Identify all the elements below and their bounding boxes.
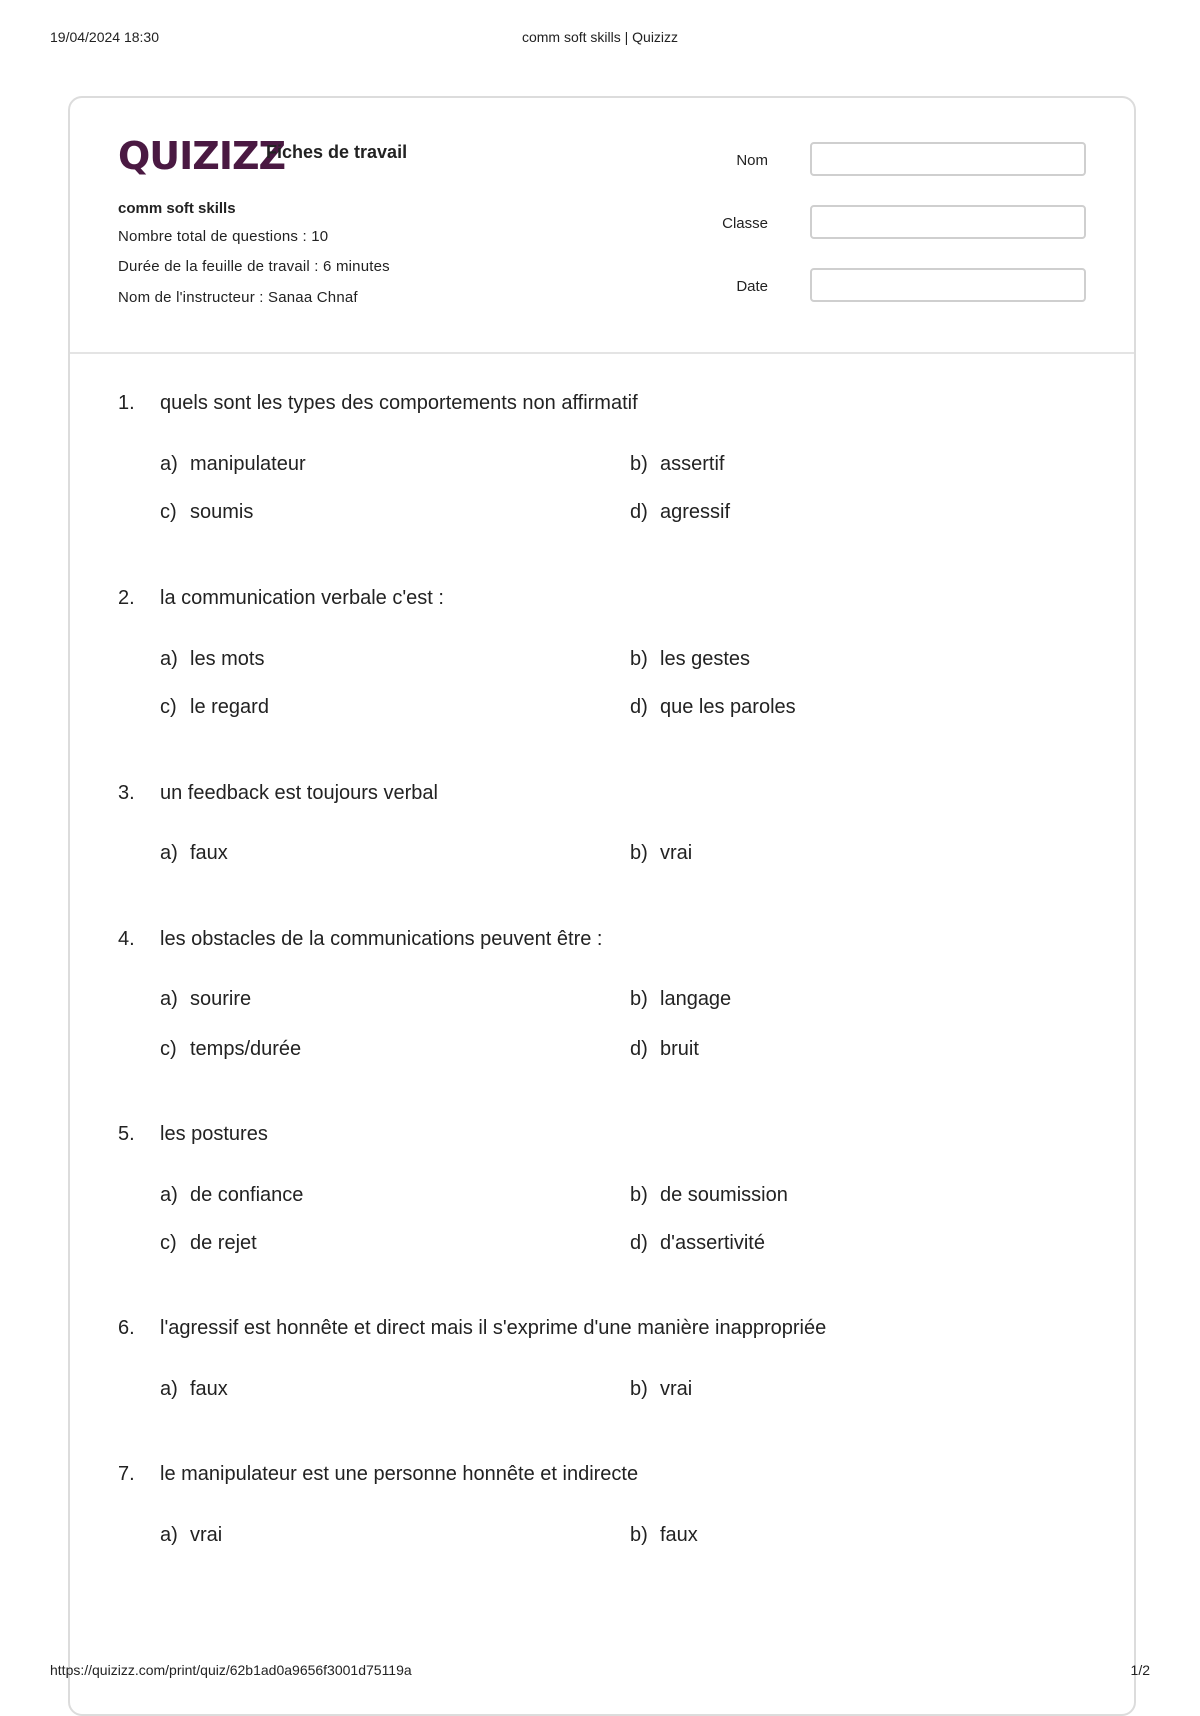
option-letter: c) — [160, 696, 177, 718]
question-text: un feedback est toujours verbal — [160, 782, 438, 804]
option-b — [630, 1378, 692, 1401]
name-input[interactable] — [810, 142, 1086, 176]
print-datetime: 19/04/2024 18:30 — [50, 29, 159, 45]
option-letter: c) — [160, 1038, 177, 1060]
option-letter: a) — [160, 1524, 178, 1546]
option-letter: a) — [160, 1378, 178, 1400]
option-letter: d) — [630, 1038, 648, 1060]
option-text: les mots — [190, 648, 265, 670]
date-label: Date — [736, 278, 768, 295]
option-text: vrai — [660, 842, 693, 864]
option-text: de confiance — [190, 1184, 304, 1206]
option-text: les gestes — [660, 648, 751, 670]
question-text: les postures — [160, 1123, 268, 1145]
option-a — [160, 1524, 222, 1547]
option-a — [160, 453, 306, 476]
question-number: 1. — [118, 392, 135, 414]
worksheet-subtitle: Fiches de travail — [266, 142, 408, 162]
option-text: agressif — [660, 501, 731, 523]
question-text: les obstacles de la communications peuvent être : — [160, 928, 603, 950]
option-text: soumis — [190, 501, 254, 523]
instructor-name: Nom de l'instructeur : Sanaa Chnaf — [118, 289, 358, 306]
option-letter: b) — [630, 1184, 648, 1206]
option-text: le regard — [190, 696, 269, 718]
option-c — [160, 696, 269, 719]
question-text: l'agressif est honnête et direct mais il s'exprime d'une manière inappropriée — [160, 1317, 827, 1339]
option-b — [630, 1184, 788, 1207]
quiz-title: comm soft skills — [118, 200, 236, 217]
option-text: vrai — [190, 1524, 223, 1546]
option-d — [630, 1038, 699, 1061]
option-letter: a) — [160, 842, 178, 864]
option-text: sourire — [190, 988, 252, 1010]
option-d — [630, 696, 796, 719]
question-number: 4. — [118, 928, 135, 950]
option-letter: a) — [160, 1184, 178, 1206]
option-text: de soumission — [660, 1184, 788, 1206]
question-text: quels sont les types des comportements non affirmatif — [160, 392, 638, 414]
option-b — [630, 648, 750, 671]
question-text: le manipulateur est une personne honnête et indirecte — [160, 1463, 639, 1485]
option-letter: a) — [160, 648, 178, 670]
class-label: Classe — [722, 215, 768, 232]
name-field-row — [726, 142, 1086, 178]
worksheet-card — [68, 96, 1136, 1716]
option-letter: b) — [630, 1378, 648, 1400]
print-url: https://quizizz.com/print/quiz/62b1ad0a9656f3001d75119a — [50, 1662, 412, 1678]
option-text: faux — [190, 1378, 228, 1400]
question-number: 3. — [118, 782, 135, 804]
option-letter: b) — [630, 988, 648, 1010]
option-letter: a) — [160, 453, 178, 475]
option-text: vrai — [660, 1378, 693, 1400]
option-text: d'assertivité — [660, 1232, 765, 1254]
option-text: que les paroles — [660, 696, 796, 718]
option-letter: d) — [630, 501, 648, 523]
option-text: faux — [660, 1524, 698, 1546]
option-letter: b) — [630, 648, 648, 670]
option-c — [160, 1232, 257, 1255]
question-number: 2. — [118, 587, 135, 609]
class-input[interactable] — [810, 205, 1086, 239]
option-b — [630, 1524, 698, 1547]
option-d — [630, 1232, 765, 1255]
date-field-row — [726, 268, 1086, 304]
option-text: faux — [190, 842, 228, 864]
question-number: 6. — [118, 1317, 135, 1339]
option-letter: a) — [160, 988, 178, 1010]
option-text: langage — [660, 988, 732, 1010]
option-letter: c) — [160, 1232, 177, 1254]
option-letter: b) — [630, 842, 648, 864]
print-title: comm soft skills | Quizizz — [521, 29, 679, 45]
option-a — [160, 988, 251, 1011]
name-label: Nom — [736, 152, 768, 169]
option-letter: d) — [630, 1232, 648, 1254]
option-a — [160, 1378, 228, 1401]
option-b — [630, 842, 692, 865]
option-text: temps/durée — [190, 1038, 302, 1060]
option-text: assertif — [660, 453, 725, 475]
question-number: 5. — [118, 1123, 135, 1145]
page-number: 1/2 — [1130, 1662, 1150, 1678]
question-text: la communication verbale c'est : — [160, 587, 444, 609]
option-letter: b) — [630, 1524, 648, 1546]
option-d — [630, 501, 730, 524]
option-letter: d) — [630, 696, 648, 718]
total-questions: Nombre total de questions : 10 — [118, 228, 329, 245]
option-a — [160, 842, 228, 865]
option-a — [160, 648, 264, 671]
class-field-row — [722, 205, 1086, 241]
option-b — [630, 988, 731, 1011]
option-text: de rejet — [190, 1232, 257, 1254]
option-c — [160, 1038, 301, 1061]
worksheet-duration: Durée de la feuille de travail : 6 minutes — [118, 258, 390, 275]
worksheet-header — [70, 98, 1134, 354]
option-c — [160, 501, 253, 524]
option-text: bruit — [660, 1038, 699, 1060]
date-input[interactable] — [810, 268, 1086, 302]
option-text: manipulateur — [190, 453, 306, 475]
quizizz-logo: QUIZIZZ — [118, 134, 286, 178]
option-a — [160, 1184, 303, 1207]
question-number: 7. — [118, 1463, 135, 1485]
option-letter: c) — [160, 501, 177, 523]
option-letter: b) — [630, 453, 648, 475]
option-b — [630, 453, 724, 476]
